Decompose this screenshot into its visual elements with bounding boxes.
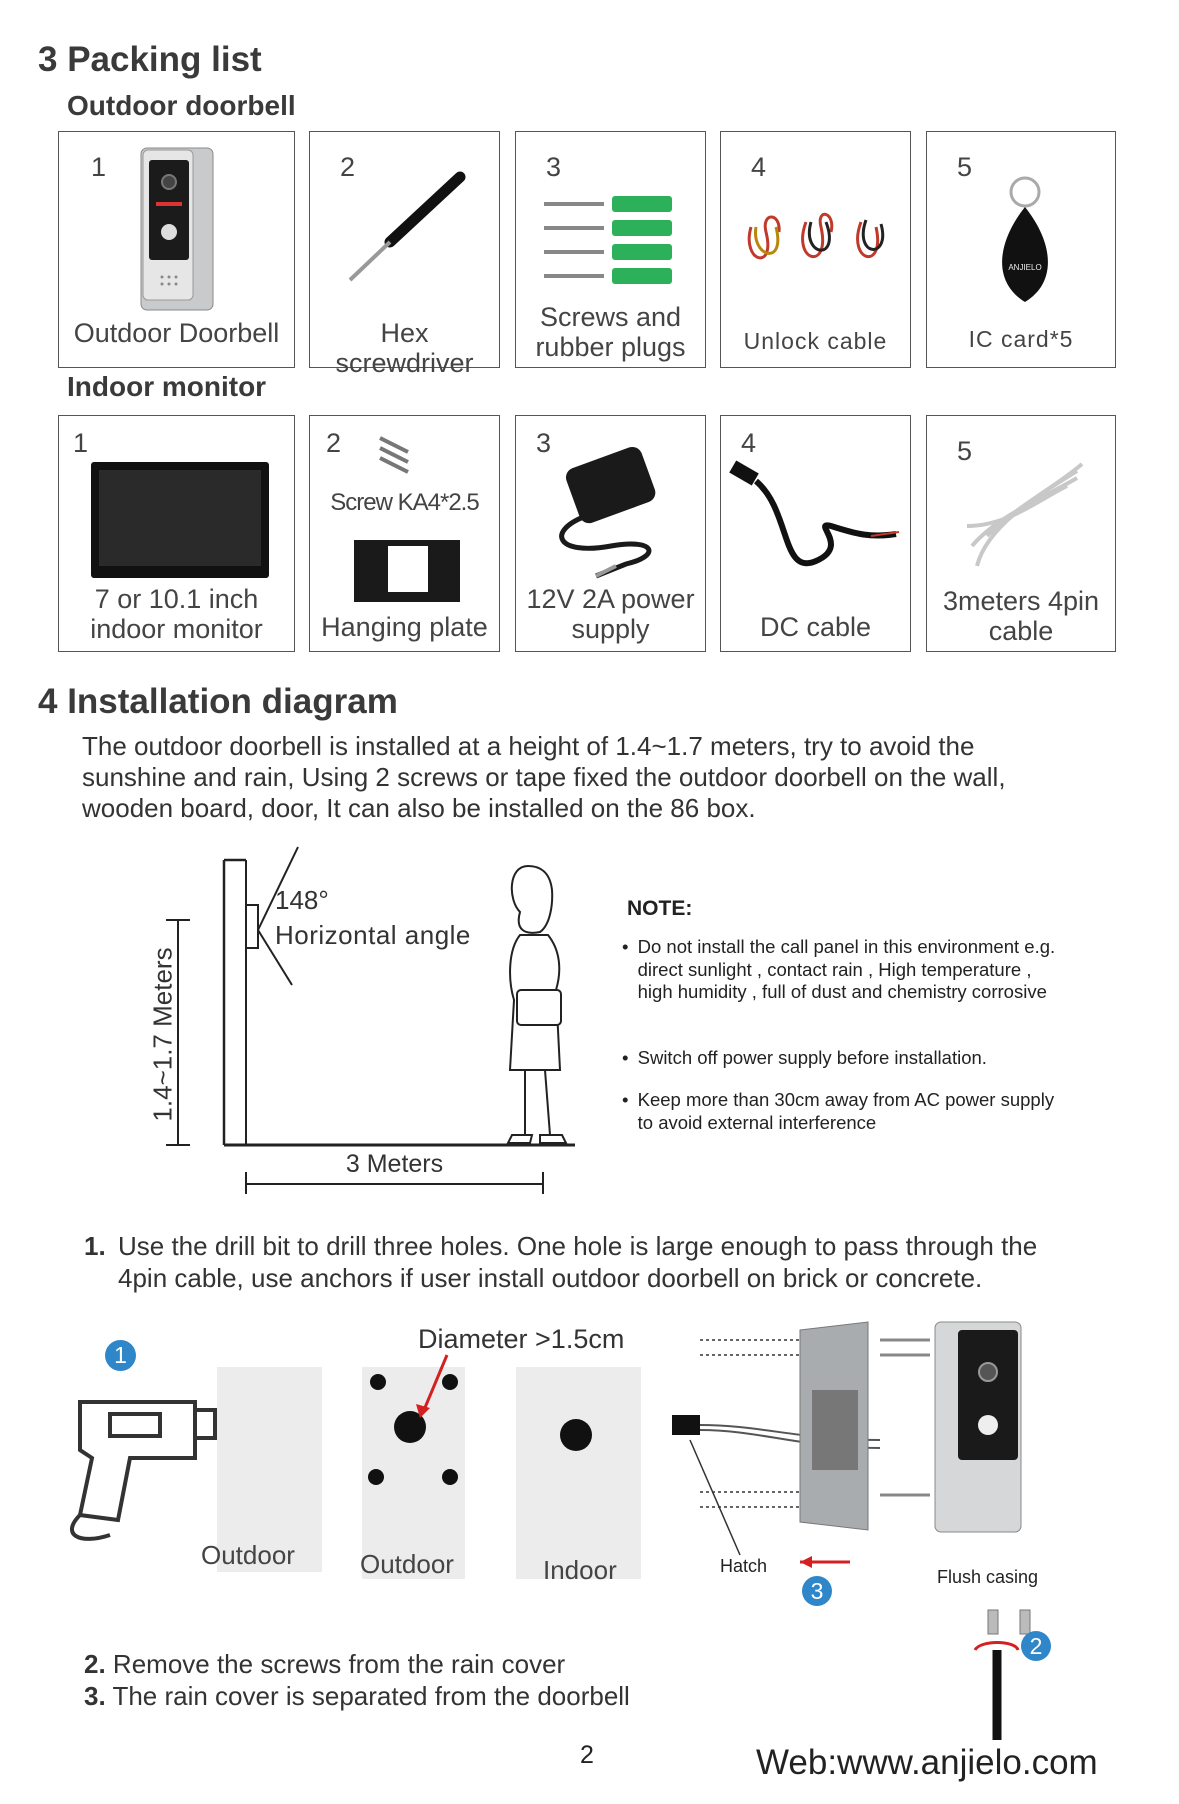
note-item-1: • Do not install the call panel in this environment e.g. direct sunlight , contact rain , High temperature , high humidity , full of dust and chemistry corrosive — [622, 936, 1056, 1002]
item-number: 5 — [957, 436, 973, 466]
item-number: 1 — [91, 152, 107, 182]
height-label: 1.4~1.7 Meters — [147, 947, 178, 1122]
outdoor-heading: Outdoor doorbell — [67, 90, 296, 121]
step-text: Remove the screws from the rain cover — [112, 1649, 566, 1679]
step-number: 1. — [84, 1231, 106, 1261]
bullet: • — [622, 936, 629, 957]
step-3 — [84, 1680, 630, 1712]
item-number: 3 — [536, 428, 552, 458]
wall-label-outdoor-2: Outdoor — [360, 1549, 454, 1579]
svg-text:ANJIELO: ANJIELO — [1008, 263, 1042, 272]
item-label: Hanging plate — [321, 612, 488, 642]
note-item-2: • Switch off power supply before installation. — [622, 1047, 987, 1068]
intro-paragraph: The outdoor doorbell is installed at a height of 1.4~1.7 meters, try to avoid the sunshine and rain, Using 2 screws or tape fixed the outdoor doorbell on the wall, wooden board, door, It can also be installed on the 86 box. — [82, 731, 1006, 823]
angle-value: 148° — [275, 885, 329, 915]
item-label: DC cable — [759, 612, 872, 642]
item-number: 2 — [326, 428, 342, 458]
item-label: 3meters 4pin cable — [942, 586, 1100, 646]
screw-label: Screw KA4*2.5 — [330, 489, 479, 516]
note-heading: NOTE: — [627, 897, 693, 920]
item-number: 3 — [546, 152, 562, 182]
bullet: • — [622, 1047, 629, 1068]
note-item-3: • Keep more than 30cm away from AC power supply to avoid external interference — [622, 1089, 1055, 1133]
item-number: 4 — [741, 428, 757, 458]
step-badge-2: 2 — [1021, 1631, 1051, 1661]
wall-label-indoor: Indoor — [543, 1555, 617, 1585]
step-badge-1: 1 — [105, 1340, 136, 1371]
indoor-heading: Indoor monitor — [67, 371, 267, 402]
item-label: Hex screwdriver — [335, 318, 474, 378]
distance-label: 3 Meters — [345, 1150, 444, 1178]
step-text: Use the drill bit to drill three holes. One hole is large enough to pass through the 4pin cable, use anchors if user install outdoor doorbell on brick or concrete. — [118, 1231, 1038, 1293]
item-number: 5 — [957, 152, 973, 182]
step-number: 2. — [84, 1649, 106, 1679]
flush-casing-label: Flush casing — [937, 1567, 1039, 1587]
angle-label: Horizontal angle — [275, 920, 471, 950]
bullet: • — [622, 1089, 629, 1110]
item-label: IC card*5 — [968, 326, 1074, 352]
item-label: Screws and rubber plugs — [535, 302, 686, 362]
diameter-label: Diameter >1.5cm — [418, 1324, 625, 1354]
step-badge-3: 3 — [802, 1576, 832, 1606]
item-number: 4 — [751, 152, 767, 182]
website: Web:www.anjielo.com — [756, 1743, 1098, 1782]
step-text: The rain cover is separated from the doorbell — [112, 1681, 630, 1711]
section-4-title: 4 Installation diagram — [38, 682, 398, 721]
step-2 — [84, 1648, 565, 1680]
item-number: 2 — [340, 152, 356, 182]
item-label: Outdoor Doorbell — [73, 318, 280, 348]
item-number: 1 — [73, 428, 89, 458]
item-label: 12V 2A power supply — [526, 584, 695, 644]
item-label: 7 or 10.1 inch indoor monitor — [90, 584, 263, 644]
wall-label-outdoor-1: Outdoor — [201, 1540, 295, 1570]
step-number: 3. — [84, 1681, 106, 1711]
hatch-label: Hatch — [720, 1556, 768, 1576]
section-3-title: 3 Packing list — [38, 40, 262, 79]
item-label: Unlock cable — [743, 328, 888, 354]
page-number: 2 — [580, 1741, 594, 1769]
